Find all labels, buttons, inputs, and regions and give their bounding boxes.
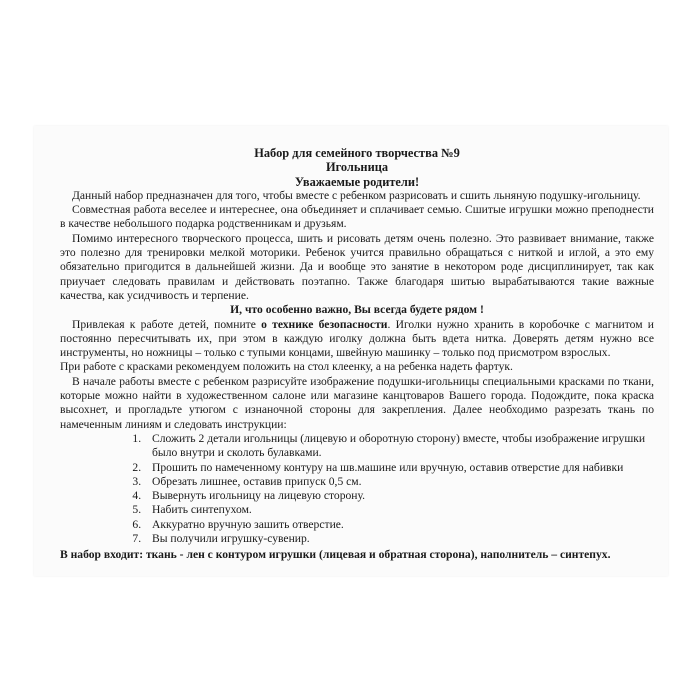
step-item: 6. Аккуратно вручную зашить отверстие.	[144, 518, 654, 532]
safety-bold-text: о технике безопасности	[261, 317, 388, 331]
greeting-heading: Уважаемые родители!	[294, 174, 420, 189]
paragraph-intro: Данный набор предназначен для того, чтобы вместе с ребенком разрисовать и сшить льняную подушку-игольницу.	[72, 188, 641, 202]
document-title: Набор для семейного творчества №9	[254, 146, 460, 160]
paragraph-joint-work: Совместная работа веселее и интереснее, она объединяет и сплачивает семью. Сшитые игрушки можно преподнести в качестве небольшого подарка родственникам и друзьям.	[60, 203, 654, 231]
step-item: 5. Набить синтепухом.	[144, 503, 654, 517]
step-item: 1. Сложить 2 детали игольницы (лицевую и оборотную сторону) вместе, чтобы изображение игрушки было внутри и сколоть булавками.	[144, 432, 654, 461]
step-item: 3. Обрезать лишнее, оставив припуск 0,5 см.	[144, 475, 654, 489]
step-item: 7. Вы получили игрушку-сувенир.	[144, 532, 654, 546]
paragraph-safety	[60, 318, 654, 361]
step-item: 2. Прошить по намеченному контуру на шв.машине или вручную, оставив отверстие для набивки	[144, 461, 654, 475]
emphasis-line: И, что особенно важно, Вы всегда будете рядом !	[230, 303, 484, 317]
paragraph-instructions-intro: В начале работы вместе с ребенком разрисуйте изображение подушки-игольницы специальными красками по ткани, которые можно найти в художественном салоне или магазине канцтоваров Вашего города. Подождите, пока краска высохнет, и прогладьте утюгом с изнаночной стороны для закрепления. Далее необходимо разрезать ткань по намеченным линиям и следовать инструкции:	[60, 374, 654, 431]
paragraph-benefits: Помимо интересного творческого процесса, шить и рисовать детям очень полезно. Это развивает внимание, также это полезно для тренировки мелкой моторики. Ребенок учится правильно обращаться с ниткой и иглой, а это ему обязательно пригодится в дальнейшей жизни. Да и вообще это занятие в некотором роде дисциплинирует, так как приучает следовать правилам и действовать поэтапно. Также благодаря шитью вырабатываются такие важные качества, как усидчивость и терпение.	[60, 231, 654, 302]
document-subtitle: Игольница	[325, 160, 389, 175]
document-content	[60, 146, 654, 563]
paragraph-paints: При работе с красками рекомендуем положить на стол клеенку, а на ребенка надеть фартук.	[60, 360, 513, 374]
step-item: 4. Вывернуть игольницу на лицевую сторону.	[144, 489, 654, 503]
instruction-steps	[60, 432, 654, 546]
kit-contents: В набор входит: ткань - лен с контуром игрушки (лицевая и обратная сторона), наполнитель – синтепух.	[60, 548, 611, 562]
safety-text-end: . Иголки нужно хранить в коробочке с магнитом и постоянно пересчитывать их, при этом в каждую иголку должна быть вдета нитка. Доверять детям нужно все инструменты, но ножницы – только с тупыми концами, швейную машинку – только под присмотром взрослых.	[60, 317, 654, 360]
safety-text-start: Привлекая к работе детей, помните	[72, 317, 262, 331]
